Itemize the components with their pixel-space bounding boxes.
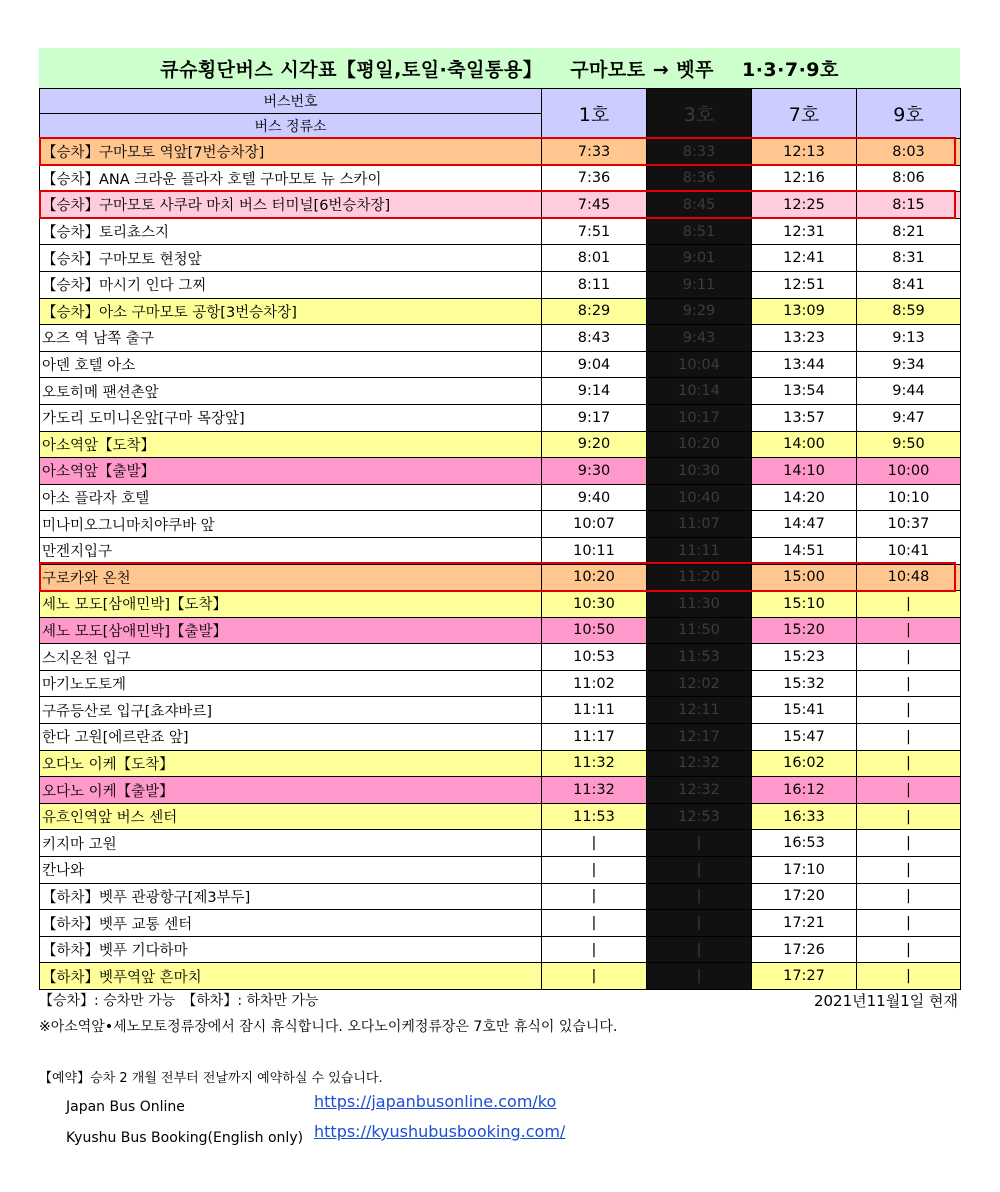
time-cell-bus-7: 15:47 xyxy=(752,724,857,751)
stop-name-cell: 오다노 이케【도착】 xyxy=(40,750,542,777)
time-cell-bus-3: 11:53 xyxy=(647,644,752,671)
time-cell-bus-9: | xyxy=(857,963,961,990)
link-japan-bus-online-url[interactable]: https://japanbusonline.com/ko xyxy=(314,1092,557,1111)
title-buses: 1·3·7·9호 xyxy=(741,58,839,81)
time-cell-bus-1: 9:17 xyxy=(542,404,647,431)
link-label-kyushu-bus-booking: Kyushu Bus Booking(English only) xyxy=(66,1130,304,1146)
timetable-body xyxy=(40,139,961,990)
time-cell-bus-1: 10:07 xyxy=(542,511,647,538)
table-row xyxy=(40,218,961,245)
table-row xyxy=(40,963,961,990)
time-cell-bus-3: 10:14 xyxy=(647,378,752,405)
time-cell-bus-7: 12:25 xyxy=(752,192,857,219)
time-cell-bus-7: 15:32 xyxy=(752,670,857,697)
stop-name-cell: 유흐인역앞 버스 센터 xyxy=(40,803,542,830)
table-row xyxy=(40,857,961,884)
header-bus-7: 7호 xyxy=(752,89,857,139)
time-cell-bus-3: 11:50 xyxy=(647,617,752,644)
time-cell-bus-7: 12:13 xyxy=(752,139,857,166)
time-cell-bus-1: 10:11 xyxy=(542,537,647,564)
time-cell-bus-7: 12:51 xyxy=(752,271,857,298)
time-cell-bus-9: | xyxy=(857,697,961,724)
time-cell-bus-7: 17:26 xyxy=(752,936,857,963)
stop-name-cell: 【하차】벳푸 기다하마 xyxy=(40,936,542,963)
time-cell-bus-7: 12:41 xyxy=(752,245,857,272)
time-cell-bus-7: 17:20 xyxy=(752,883,857,910)
time-cell-bus-1: 9:04 xyxy=(542,351,647,378)
time-cell-bus-3: 8:36 xyxy=(647,165,752,192)
stop-name-cell: 가도리 도미니온앞[구마 목장앞] xyxy=(40,404,542,431)
table-row xyxy=(40,378,961,405)
link-kyushu-bus-booking[interactable] xyxy=(314,1122,565,1141)
table-row xyxy=(40,458,961,485)
time-cell-bus-3: 10:20 xyxy=(647,431,752,458)
time-cell-bus-7: 13:09 xyxy=(752,298,857,325)
time-cell-bus-1: | xyxy=(542,963,647,990)
time-cell-bus-7: 15:23 xyxy=(752,644,857,671)
time-cell-bus-3: 12:17 xyxy=(647,724,752,751)
time-cell-bus-7: 17:27 xyxy=(752,963,857,990)
time-cell-bus-9: 10:10 xyxy=(857,484,961,511)
table-row xyxy=(40,644,961,671)
table-row xyxy=(40,750,961,777)
table-row xyxy=(40,724,961,751)
header-bus-1: 1호 xyxy=(542,89,647,139)
header-bus-9: 9호 xyxy=(857,89,961,139)
stop-name-cell: 【승차】토리쵸스지 xyxy=(40,218,542,245)
time-cell-bus-3: 9:29 xyxy=(647,298,752,325)
time-cell-bus-7: 15:00 xyxy=(752,564,857,591)
time-cell-bus-1: 8:01 xyxy=(542,245,647,272)
time-cell-bus-7: 14:10 xyxy=(752,458,857,485)
time-cell-bus-9: 9:34 xyxy=(857,351,961,378)
time-cell-bus-3: 9:01 xyxy=(647,245,752,272)
time-cell-bus-9: | xyxy=(857,830,961,857)
stop-name-cell: 【승차】마시기 인다 그찌 xyxy=(40,271,542,298)
time-cell-bus-9: 9:13 xyxy=(857,325,961,352)
time-cell-bus-3: | xyxy=(647,883,752,910)
time-cell-bus-1: 9:30 xyxy=(542,458,647,485)
time-cell-bus-3: 10:30 xyxy=(647,458,752,485)
time-cell-bus-9: | xyxy=(857,883,961,910)
stop-name-cell: 아덴 호텔 아소 xyxy=(40,351,542,378)
stop-name-cell: 아소역앞【출발】 xyxy=(40,458,542,485)
header-bus-stop-label: 버스 정류소 xyxy=(40,114,542,139)
table-row xyxy=(40,910,961,937)
time-cell-bus-3: 12:11 xyxy=(647,697,752,724)
time-cell-bus-1: 7:33 xyxy=(542,139,647,166)
time-cell-bus-9: | xyxy=(857,670,961,697)
time-cell-bus-3: 12:53 xyxy=(647,803,752,830)
time-cell-bus-3: 9:11 xyxy=(647,271,752,298)
time-cell-bus-3: 11:30 xyxy=(647,591,752,618)
time-cell-bus-3: | xyxy=(647,830,752,857)
time-cell-bus-9: 8:21 xyxy=(857,218,961,245)
time-cell-bus-9: 8:59 xyxy=(857,298,961,325)
stop-name-cell: 【하차】벳푸 교통 센터 xyxy=(40,910,542,937)
time-cell-bus-9: | xyxy=(857,857,961,884)
table-row xyxy=(40,670,961,697)
table-row xyxy=(40,564,961,591)
time-cell-bus-1: 7:36 xyxy=(542,165,647,192)
stop-name-cell: 칸나와 xyxy=(40,857,542,884)
time-cell-bus-9: | xyxy=(857,591,961,618)
reservation-note: 【예약】승차 2 개월 전부터 전날까지 예약하실 수 있습니다. xyxy=(39,1071,383,1086)
time-cell-bus-3: 12:32 xyxy=(647,750,752,777)
time-cell-bus-9: | xyxy=(857,803,961,830)
time-cell-bus-1: 8:11 xyxy=(542,271,647,298)
table-row xyxy=(40,431,961,458)
time-cell-bus-1: | xyxy=(542,936,647,963)
table-row xyxy=(40,165,961,192)
time-cell-bus-1: 10:50 xyxy=(542,617,647,644)
table-row xyxy=(40,271,961,298)
time-cell-bus-9: 8:31 xyxy=(857,245,961,272)
time-cell-bus-9: 10:37 xyxy=(857,511,961,538)
stop-name-cell: 아소역앞【도착】 xyxy=(40,431,542,458)
time-cell-bus-7: 16:33 xyxy=(752,803,857,830)
table-row xyxy=(40,936,961,963)
time-cell-bus-7: 14:20 xyxy=(752,484,857,511)
time-cell-bus-1: 11:17 xyxy=(542,724,647,751)
time-cell-bus-9: 10:48 xyxy=(857,564,961,591)
time-cell-bus-9: 8:15 xyxy=(857,192,961,219)
table-row xyxy=(40,139,961,166)
stop-name-cell: 【승차】아소 구마모토 공항[3번승차장] xyxy=(40,298,542,325)
time-cell-bus-7: 15:10 xyxy=(752,591,857,618)
time-cell-bus-7: 15:41 xyxy=(752,697,857,724)
time-cell-bus-9: | xyxy=(857,724,961,751)
stop-name-cell: 아소 플라자 호텔 xyxy=(40,484,542,511)
time-cell-bus-1: 8:43 xyxy=(542,325,647,352)
title-route: 구마모토 → 벳푸 xyxy=(570,58,714,81)
stop-name-cell: 【승차】구마모토 사쿠라 마치 버스 터미널[6번승차장] xyxy=(40,192,542,219)
table-row xyxy=(40,325,961,352)
time-cell-bus-9: 10:41 xyxy=(857,537,961,564)
stop-name-cell: 미나미오그니마치야쿠바 앞 xyxy=(40,511,542,538)
stop-name-cell: 오토히메 팬션촌앞 xyxy=(40,378,542,405)
time-cell-bus-9: 8:03 xyxy=(857,139,961,166)
time-cell-bus-9: 10:00 xyxy=(857,458,961,485)
time-cell-bus-7: 13:44 xyxy=(752,351,857,378)
link-label-japan-bus-online: Japan Bus Online xyxy=(66,1099,185,1115)
time-cell-bus-1: 7:51 xyxy=(542,218,647,245)
time-cell-bus-3: 12:02 xyxy=(647,670,752,697)
time-cell-bus-9: | xyxy=(857,777,961,804)
time-cell-bus-7: 15:20 xyxy=(752,617,857,644)
stop-name-cell: 마기노도토게 xyxy=(40,670,542,697)
time-cell-bus-3: 12:32 xyxy=(647,777,752,804)
table-row xyxy=(40,298,961,325)
time-cell-bus-1: | xyxy=(542,883,647,910)
time-cell-bus-9: 9:47 xyxy=(857,404,961,431)
timetable-sheet xyxy=(39,48,960,990)
time-cell-bus-1: 11:02 xyxy=(542,670,647,697)
legend-text: 【승차】: 승차만 가능 【하차】: 하차만 가능 xyxy=(39,993,319,1009)
time-cell-bus-1: 10:20 xyxy=(542,564,647,591)
stop-name-cell: 키지마 고원 xyxy=(40,830,542,857)
stop-name-cell: 【승차】구마모토 역앞[7번승차장] xyxy=(40,139,542,166)
header-bus-3: 3호 xyxy=(647,89,752,139)
time-cell-bus-7: 13:23 xyxy=(752,325,857,352)
time-cell-bus-1: | xyxy=(542,910,647,937)
table-row xyxy=(40,830,961,857)
table-row xyxy=(40,351,961,378)
stop-name-cell: 만겐지입구 xyxy=(40,537,542,564)
timetable-title xyxy=(39,48,960,88)
table-row xyxy=(40,777,961,804)
time-cell-bus-3: | xyxy=(647,936,752,963)
table-row xyxy=(40,591,961,618)
stop-name-cell: 세노 모도[삼애민박]【도착】 xyxy=(40,591,542,618)
time-cell-bus-7: 16:12 xyxy=(752,777,857,804)
time-cell-bus-9: 9:44 xyxy=(857,378,961,405)
time-cell-bus-3: 10:04 xyxy=(647,351,752,378)
time-cell-bus-9: | xyxy=(857,910,961,937)
time-cell-bus-9: | xyxy=(857,617,961,644)
time-cell-bus-1: 7:45 xyxy=(542,192,647,219)
stop-name-cell: 구로카와 온천 xyxy=(40,564,542,591)
time-cell-bus-7: 14:51 xyxy=(752,537,857,564)
stop-name-cell: 한다 고원[에르란죠 앞] xyxy=(40,724,542,751)
time-cell-bus-3: | xyxy=(647,910,752,937)
table-row xyxy=(40,537,961,564)
time-cell-bus-3: 10:40 xyxy=(647,484,752,511)
time-cell-bus-1: 11:32 xyxy=(542,777,647,804)
time-cell-bus-7: 14:47 xyxy=(752,511,857,538)
time-cell-bus-1: 10:53 xyxy=(542,644,647,671)
time-cell-bus-7: 12:31 xyxy=(752,218,857,245)
time-cell-bus-3: 8:51 xyxy=(647,218,752,245)
time-cell-bus-1: 11:11 xyxy=(542,697,647,724)
time-cell-bus-1: | xyxy=(542,830,647,857)
time-cell-bus-1: 10:30 xyxy=(542,591,647,618)
header-bus-number-label: 버스번호 xyxy=(40,89,542,114)
time-cell-bus-7: 13:57 xyxy=(752,404,857,431)
stop-name-cell: 세노 모도[삼애민박]【출발】 xyxy=(40,617,542,644)
table-row xyxy=(40,245,961,272)
table-row xyxy=(40,617,961,644)
time-cell-bus-7: 12:16 xyxy=(752,165,857,192)
time-cell-bus-7: 16:53 xyxy=(752,830,857,857)
time-cell-bus-1: | xyxy=(542,857,647,884)
time-cell-bus-9: | xyxy=(857,936,961,963)
time-cell-bus-3: 8:33 xyxy=(647,139,752,166)
stop-name-cell: 오즈 역 남쪽 출구 xyxy=(40,325,542,352)
time-cell-bus-1: 9:20 xyxy=(542,431,647,458)
stop-name-cell: 【승차】ANA 크라운 플라자 호텔 구마모토 뉴 스카이 xyxy=(40,165,542,192)
time-cell-bus-7: 16:02 xyxy=(752,750,857,777)
time-cell-bus-9: 9:50 xyxy=(857,431,961,458)
table-row xyxy=(40,192,961,219)
header-row xyxy=(40,89,961,114)
table-row xyxy=(40,697,961,724)
time-cell-bus-3: | xyxy=(647,857,752,884)
time-cell-bus-3: 11:11 xyxy=(647,537,752,564)
time-cell-bus-1: 11:32 xyxy=(542,750,647,777)
link-japan-bus-online[interactable] xyxy=(314,1092,556,1111)
table-row xyxy=(40,511,961,538)
time-cell-bus-3: 9:43 xyxy=(647,325,752,352)
table-row xyxy=(40,484,961,511)
time-cell-bus-9: 8:06 xyxy=(857,165,961,192)
time-cell-bus-1: 9:40 xyxy=(542,484,647,511)
time-cell-bus-3: 8:45 xyxy=(647,192,752,219)
time-cell-bus-7: 17:21 xyxy=(752,910,857,937)
stop-name-cell: 구쥬등산로 입구[쵸쟈바르] xyxy=(40,697,542,724)
timetable xyxy=(39,88,961,990)
time-cell-bus-1: 8:29 xyxy=(542,298,647,325)
as-of-date: 2021년11월1일 현재 xyxy=(813,992,958,1010)
table-row xyxy=(40,883,961,910)
stop-name-cell: 【하차】벳푸 관광항구[제3부두] xyxy=(40,883,542,910)
table-row xyxy=(40,404,961,431)
link-kyushu-bus-booking-url[interactable]: https://kyushubusbooking.com/ xyxy=(314,1122,566,1141)
time-cell-bus-3: 10:17 xyxy=(647,404,752,431)
stop-name-cell: 【하차】벳푸역앞 흔마치 xyxy=(40,963,542,990)
time-cell-bus-3: 11:07 xyxy=(647,511,752,538)
stop-name-cell: 스지온천 입구 xyxy=(40,644,542,671)
time-cell-bus-9: 8:41 xyxy=(857,271,961,298)
time-cell-bus-7: 13:54 xyxy=(752,378,857,405)
time-cell-bus-1: 9:14 xyxy=(542,378,647,405)
title-main: 큐슈횡단버스 시각표【평일,토일·축일통용】 xyxy=(160,58,543,81)
stop-name-cell: 오다노 이케【출발】 xyxy=(40,777,542,804)
time-cell-bus-7: 17:10 xyxy=(752,857,857,884)
time-cell-bus-9: | xyxy=(857,750,961,777)
time-cell-bus-9: | xyxy=(857,644,961,671)
time-cell-bus-3: | xyxy=(647,963,752,990)
time-cell-bus-7: 14:00 xyxy=(752,431,857,458)
rest-stop-note: ※아소역앞•세노모토정류장에서 잠시 휴식합니다. 오다노이케정류장은 7호만 휴식이 있습니다. xyxy=(39,1019,618,1035)
table-row xyxy=(40,803,961,830)
time-cell-bus-3: 11:20 xyxy=(647,564,752,591)
stop-name-cell: 【승차】구마모토 현청앞 xyxy=(40,245,542,272)
time-cell-bus-1: 11:53 xyxy=(542,803,647,830)
